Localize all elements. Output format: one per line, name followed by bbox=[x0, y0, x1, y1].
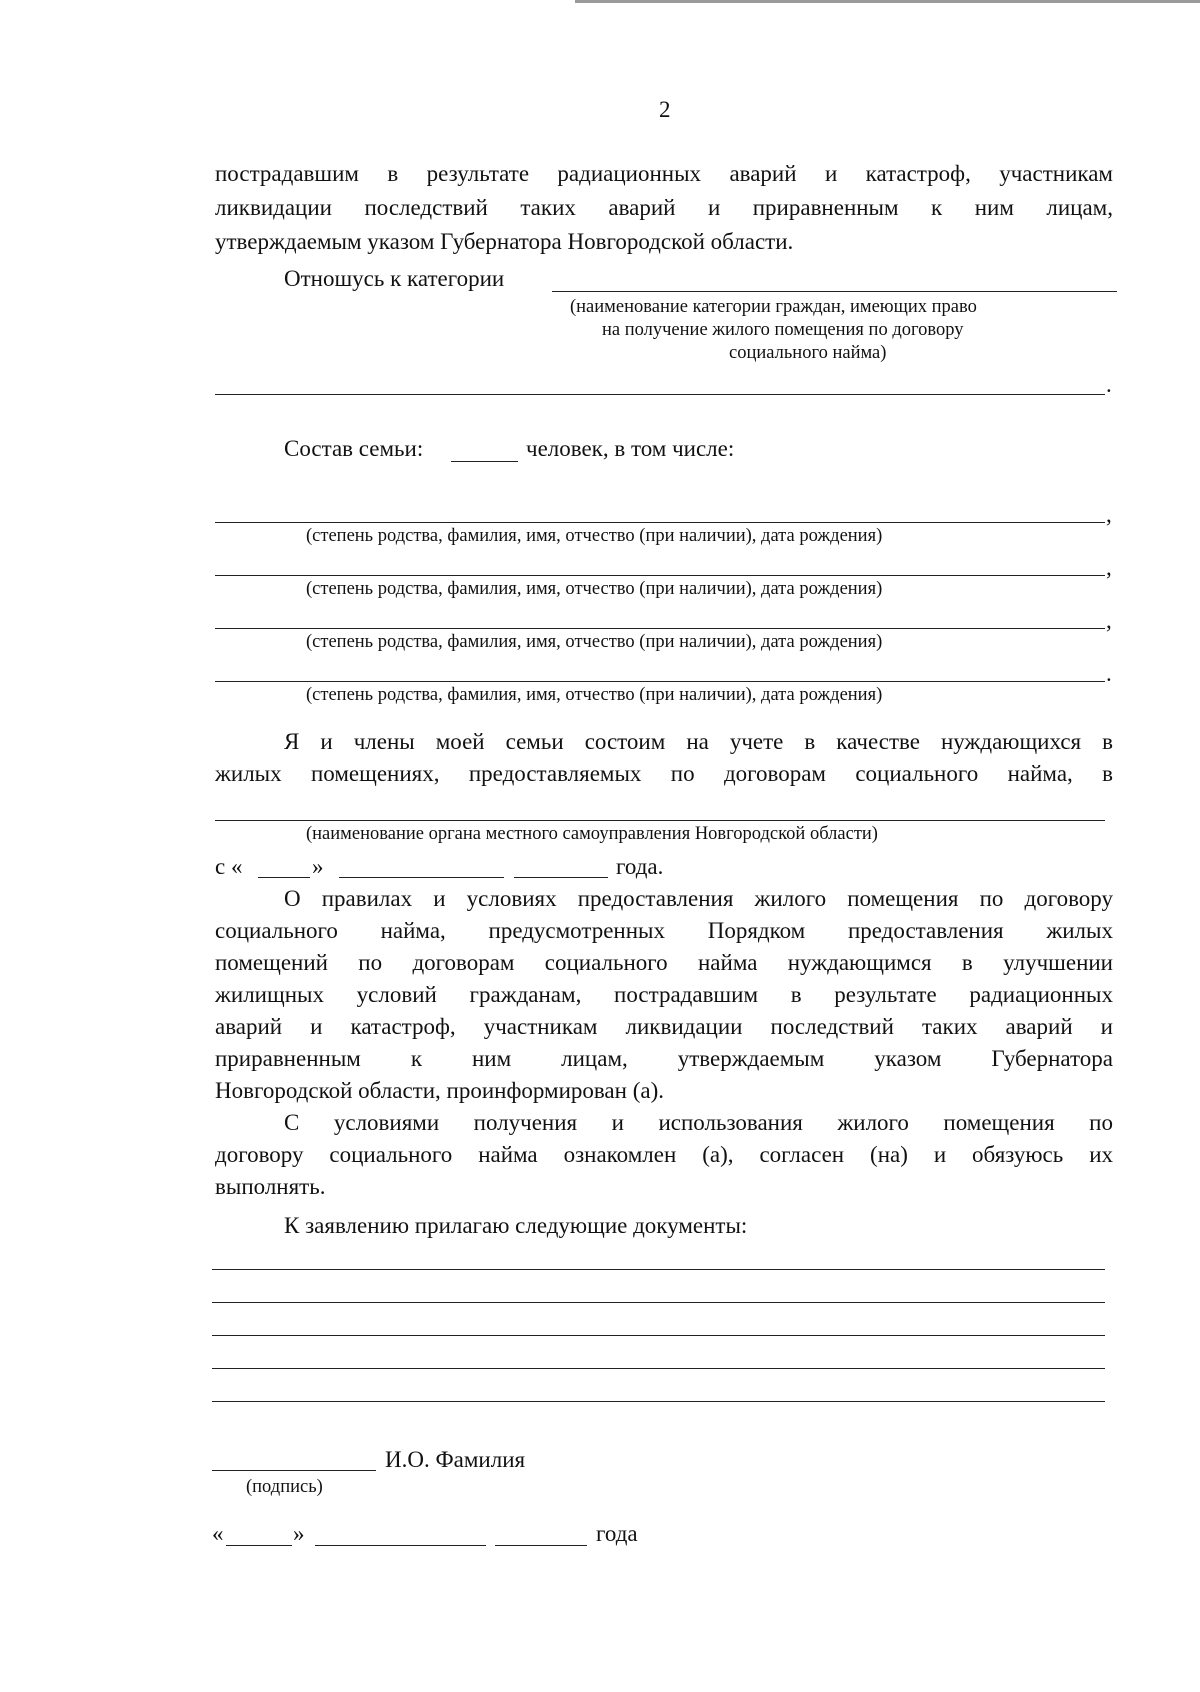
family-member-line-4[interactable] bbox=[215, 681, 1105, 682]
category-caption-2: на получение жилого помещения по договору bbox=[602, 320, 964, 340]
category-caption-1: (наименование категории граждан, имеющих право bbox=[570, 297, 977, 317]
family-caption-1: (степень родства, фамилия, имя, отчество (при наличии), дата рождения) bbox=[306, 526, 883, 546]
final-year-word: года bbox=[596, 1521, 638, 1546]
category-label: Отношусь к категории bbox=[284, 266, 505, 291]
rules-line-5: аварий и катастроф, участникам ликвидации последствий таких аварий и bbox=[215, 1014, 1113, 1039]
family-count-input[interactable] bbox=[451, 461, 518, 462]
final-year-input[interactable] bbox=[495, 1545, 587, 1546]
family-caption-3: (степень родства, фамилия, имя, отчество (при наличии), дата рождения) bbox=[306, 632, 883, 652]
attachment-line-3[interactable] bbox=[212, 1335, 1105, 1336]
family-label: Состав семьи: bbox=[284, 436, 424, 461]
attachment-line-5[interactable] bbox=[212, 1401, 1105, 1402]
family-member-line-3[interactable] bbox=[215, 628, 1105, 629]
authority-caption: (наименование органа местного самоуправления Новгородской области) bbox=[306, 824, 878, 844]
intro-line-3: утверждаемым указом Губернатора Новгородской области. bbox=[215, 229, 794, 254]
since-month-input[interactable] bbox=[339, 877, 504, 878]
rules-line-6: приравненным к ним лицам, утверждаемым указом Губернатора bbox=[215, 1046, 1113, 1071]
final-day-input[interactable] bbox=[226, 1545, 292, 1546]
family-member-line-2[interactable] bbox=[215, 575, 1105, 576]
category-caption-3: социального найма) bbox=[729, 343, 887, 363]
attachments-label: К заявлению прилагаю следующие документы: bbox=[284, 1213, 748, 1238]
authority-input-line[interactable] bbox=[215, 820, 1105, 821]
intro-line-2: ликвидации последствий таких аварий и приравненным к ним лицам, bbox=[215, 195, 1113, 220]
rules-line-7: Новгородской области, проинформирован (а). bbox=[215, 1078, 664, 1103]
family-member-line-1[interactable] bbox=[215, 522, 1105, 523]
registration-line-1: Я и члены моей семьи состоим на учете в качестве нуждающихся в bbox=[284, 729, 1113, 754]
signature-input-line[interactable] bbox=[212, 1470, 376, 1471]
final-date-close-quote: » bbox=[293, 1521, 305, 1546]
family-comma-2: , bbox=[1106, 555, 1112, 580]
signature-name: И.О. Фамилия bbox=[385, 1447, 526, 1472]
conditions-line-2: договору социального найма ознакомлен (а), согласен (на) и обязуюсь их bbox=[215, 1142, 1113, 1167]
final-month-input[interactable] bbox=[315, 1545, 486, 1546]
final-date-open-quote: « bbox=[212, 1521, 224, 1546]
scan-edge-line bbox=[575, 0, 1200, 3]
family-label-tail: человек, в том числе: bbox=[526, 436, 735, 461]
rules-line-1: О правилах и условиях предоставления жилого помещения по договору bbox=[284, 886, 1113, 911]
family-caption-2: (степень родства, фамилия, имя, отчество (при наличии), дата рождения) bbox=[306, 579, 883, 599]
category-input-line-2[interactable] bbox=[215, 394, 1105, 395]
family-comma-3: , bbox=[1106, 608, 1112, 633]
family-caption-4: (степень родства, фамилия, имя, отчество (при наличии), дата рождения) bbox=[306, 685, 883, 705]
intro-line-1: пострадавшим в результате радиационных аварий и катастроф, участникам bbox=[215, 161, 1113, 186]
since-year-word: года. bbox=[616, 854, 664, 879]
since-date-prefix: с « bbox=[215, 854, 243, 879]
since-year-input[interactable] bbox=[514, 877, 608, 878]
family-period-4: . bbox=[1106, 661, 1112, 686]
rules-line-4: жилищных условий гражданам, пострадавшим в результате радиационных bbox=[215, 982, 1113, 1007]
attachment-line-2[interactable] bbox=[212, 1302, 1105, 1303]
conditions-line-1: С условиями получения и использования жилого помещения по bbox=[284, 1110, 1113, 1135]
page-number: 2 bbox=[659, 97, 671, 122]
attachment-line-4[interactable] bbox=[212, 1368, 1105, 1369]
since-day-input[interactable] bbox=[258, 877, 310, 878]
since-date-close-quote: » bbox=[312, 854, 324, 879]
rules-line-2: социального найма, предусмотренных Порядком предоставления жилых bbox=[215, 918, 1113, 943]
family-comma-1: , bbox=[1106, 502, 1112, 527]
category-input-line[interactable] bbox=[552, 291, 1117, 292]
conditions-line-3: выполнять. bbox=[215, 1174, 326, 1199]
rules-line-3: помещений по договорам социального найма нуждающимся в улучшении bbox=[215, 950, 1113, 975]
attachment-line-1[interactable] bbox=[212, 1269, 1105, 1270]
category-period: . bbox=[1106, 372, 1112, 397]
signature-caption: (подпись) bbox=[246, 1477, 323, 1497]
registration-line-2: жилых помещениях, предоставляемых по договорам социального найма, в bbox=[215, 761, 1113, 786]
